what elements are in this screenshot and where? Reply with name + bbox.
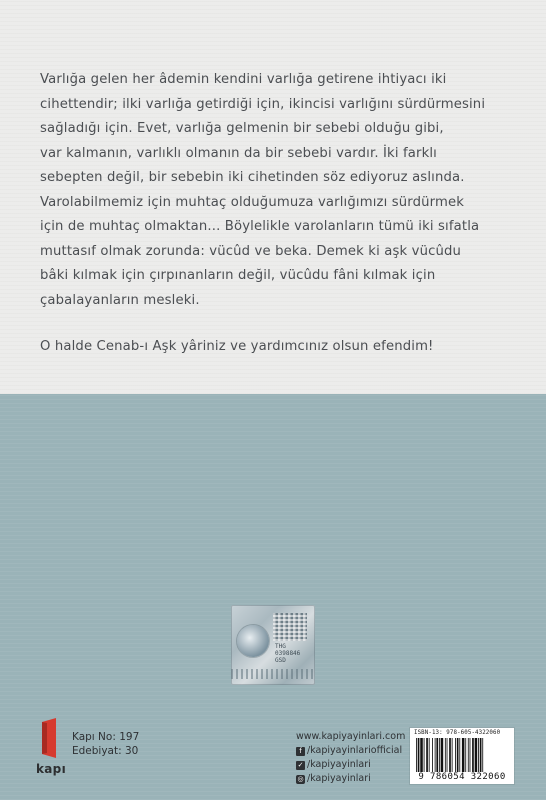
barcode-bar [432,738,433,772]
series-number: Kapı No: 197 [72,731,140,743]
isbn-label: ISBN-13: 978-605-4322060 [414,730,501,736]
blurb-line: cihettendir; ilki varlığa getirdiği için, ikincisi varlığını sürdürmesini [40,96,486,112]
barcode-bar [480,738,482,772]
barcode-bar [482,738,483,772]
barcode-bar [462,738,465,772]
series-info [72,730,139,758]
door-logo-icon [40,718,58,758]
twitter-row [296,758,405,772]
blurb-line: bâki kılmak için çırpınanların değil, vücûdu fâni kılmak için [40,268,436,283]
barcode-bar [478,738,479,772]
instagram-handle: /kapiyayinlari [307,773,371,784]
instagram-icon: ◎ [297,774,304,783]
hologram-sticker [231,605,315,685]
blurb-line: var kalmanın, varlıklı olmanın da bir sebebi vardır. İki farklı [40,145,437,161]
barcode-bar [420,738,423,772]
barcode-bar [435,738,436,772]
publisher-logo-text: kapı [36,762,66,776]
qr-code-icon [273,613,307,641]
website-link: www.kapiyayinlari.com [296,731,406,742]
website-row [296,730,405,744]
barcode-bar [475,738,478,772]
publisher-logo [34,718,66,780]
hologram-stripe [231,669,315,679]
facebook-handle: /kapiyayinlariofficial [307,745,403,756]
barcode-bar [465,738,466,772]
barcode-bar [424,738,425,772]
barcode-bar [452,738,453,772]
barcode-bar [472,738,474,772]
barcode-bar [447,738,448,772]
barcode-bar [457,738,459,772]
blurb-line: çabalayanların mesleki. [40,292,200,308]
barcode-bar [470,738,471,772]
barcode-bar [445,738,446,772]
ean-number: 9 786054 322060 [418,772,506,782]
blurb-closing-line: O halde Cenab-ı Aşk yâriniz ve yardımcınız olsun efendim! [40,339,434,354]
hologram-code [275,643,300,664]
barcode-bar [449,738,451,772]
barcode-bar [418,738,420,772]
blurb-line: Varolabilmemiz için muhtaç olduğumuza varlığımızı sürdürmek [40,194,465,210]
instagram-row [296,772,405,786]
barcode-bar [459,738,460,772]
barcode-bar [416,738,417,772]
blurb-line: sebepten değil, bir sebebin iki cihetinden söz ediyoruz aslında. [40,170,465,185]
twitter-handle: /kapiyayinlari [307,759,371,770]
barcode-bar [429,738,430,772]
barcode-bar [439,738,440,772]
barcode-bar [455,738,456,772]
blurb-paragraph [40,68,512,313]
blurb-line: için de muhtaç olmaktan... Böylelikle varolanların tümü iki sıfatla [40,219,480,234]
hologram-code-line: GSD [275,657,286,664]
isbn-barcode [410,728,514,784]
facebook-icon: f [296,747,305,756]
barcode-bar [468,738,469,772]
blurb-line: muttasıf olmak zorunda: vücûd ve beka. Demek ki aşk vücûdu [40,243,462,259]
hologram-code-line: 0398846 [275,650,301,657]
barcode-bar [436,738,438,772]
category-number: Edebiyat: 30 [72,745,139,757]
barcode-bar [441,738,444,772]
blurb-line: Varlığa gelen her âdemin kendini varlığa getirene ihtiyacı iki [40,72,447,87]
hologram-seal-icon [237,625,269,657]
hologram-code-line: THG [275,643,286,650]
publisher-contacts [296,730,405,786]
barcode-bar [426,738,428,772]
twitter-icon: ✓ [297,760,304,769]
facebook-row [296,744,405,758]
blurb-line: sağladığı için. Evet, varlığa gelmenin bir sebebi olduğu gibi, [40,121,444,136]
back-cover-blurb [40,68,512,360]
barcode-bars [416,738,508,772]
